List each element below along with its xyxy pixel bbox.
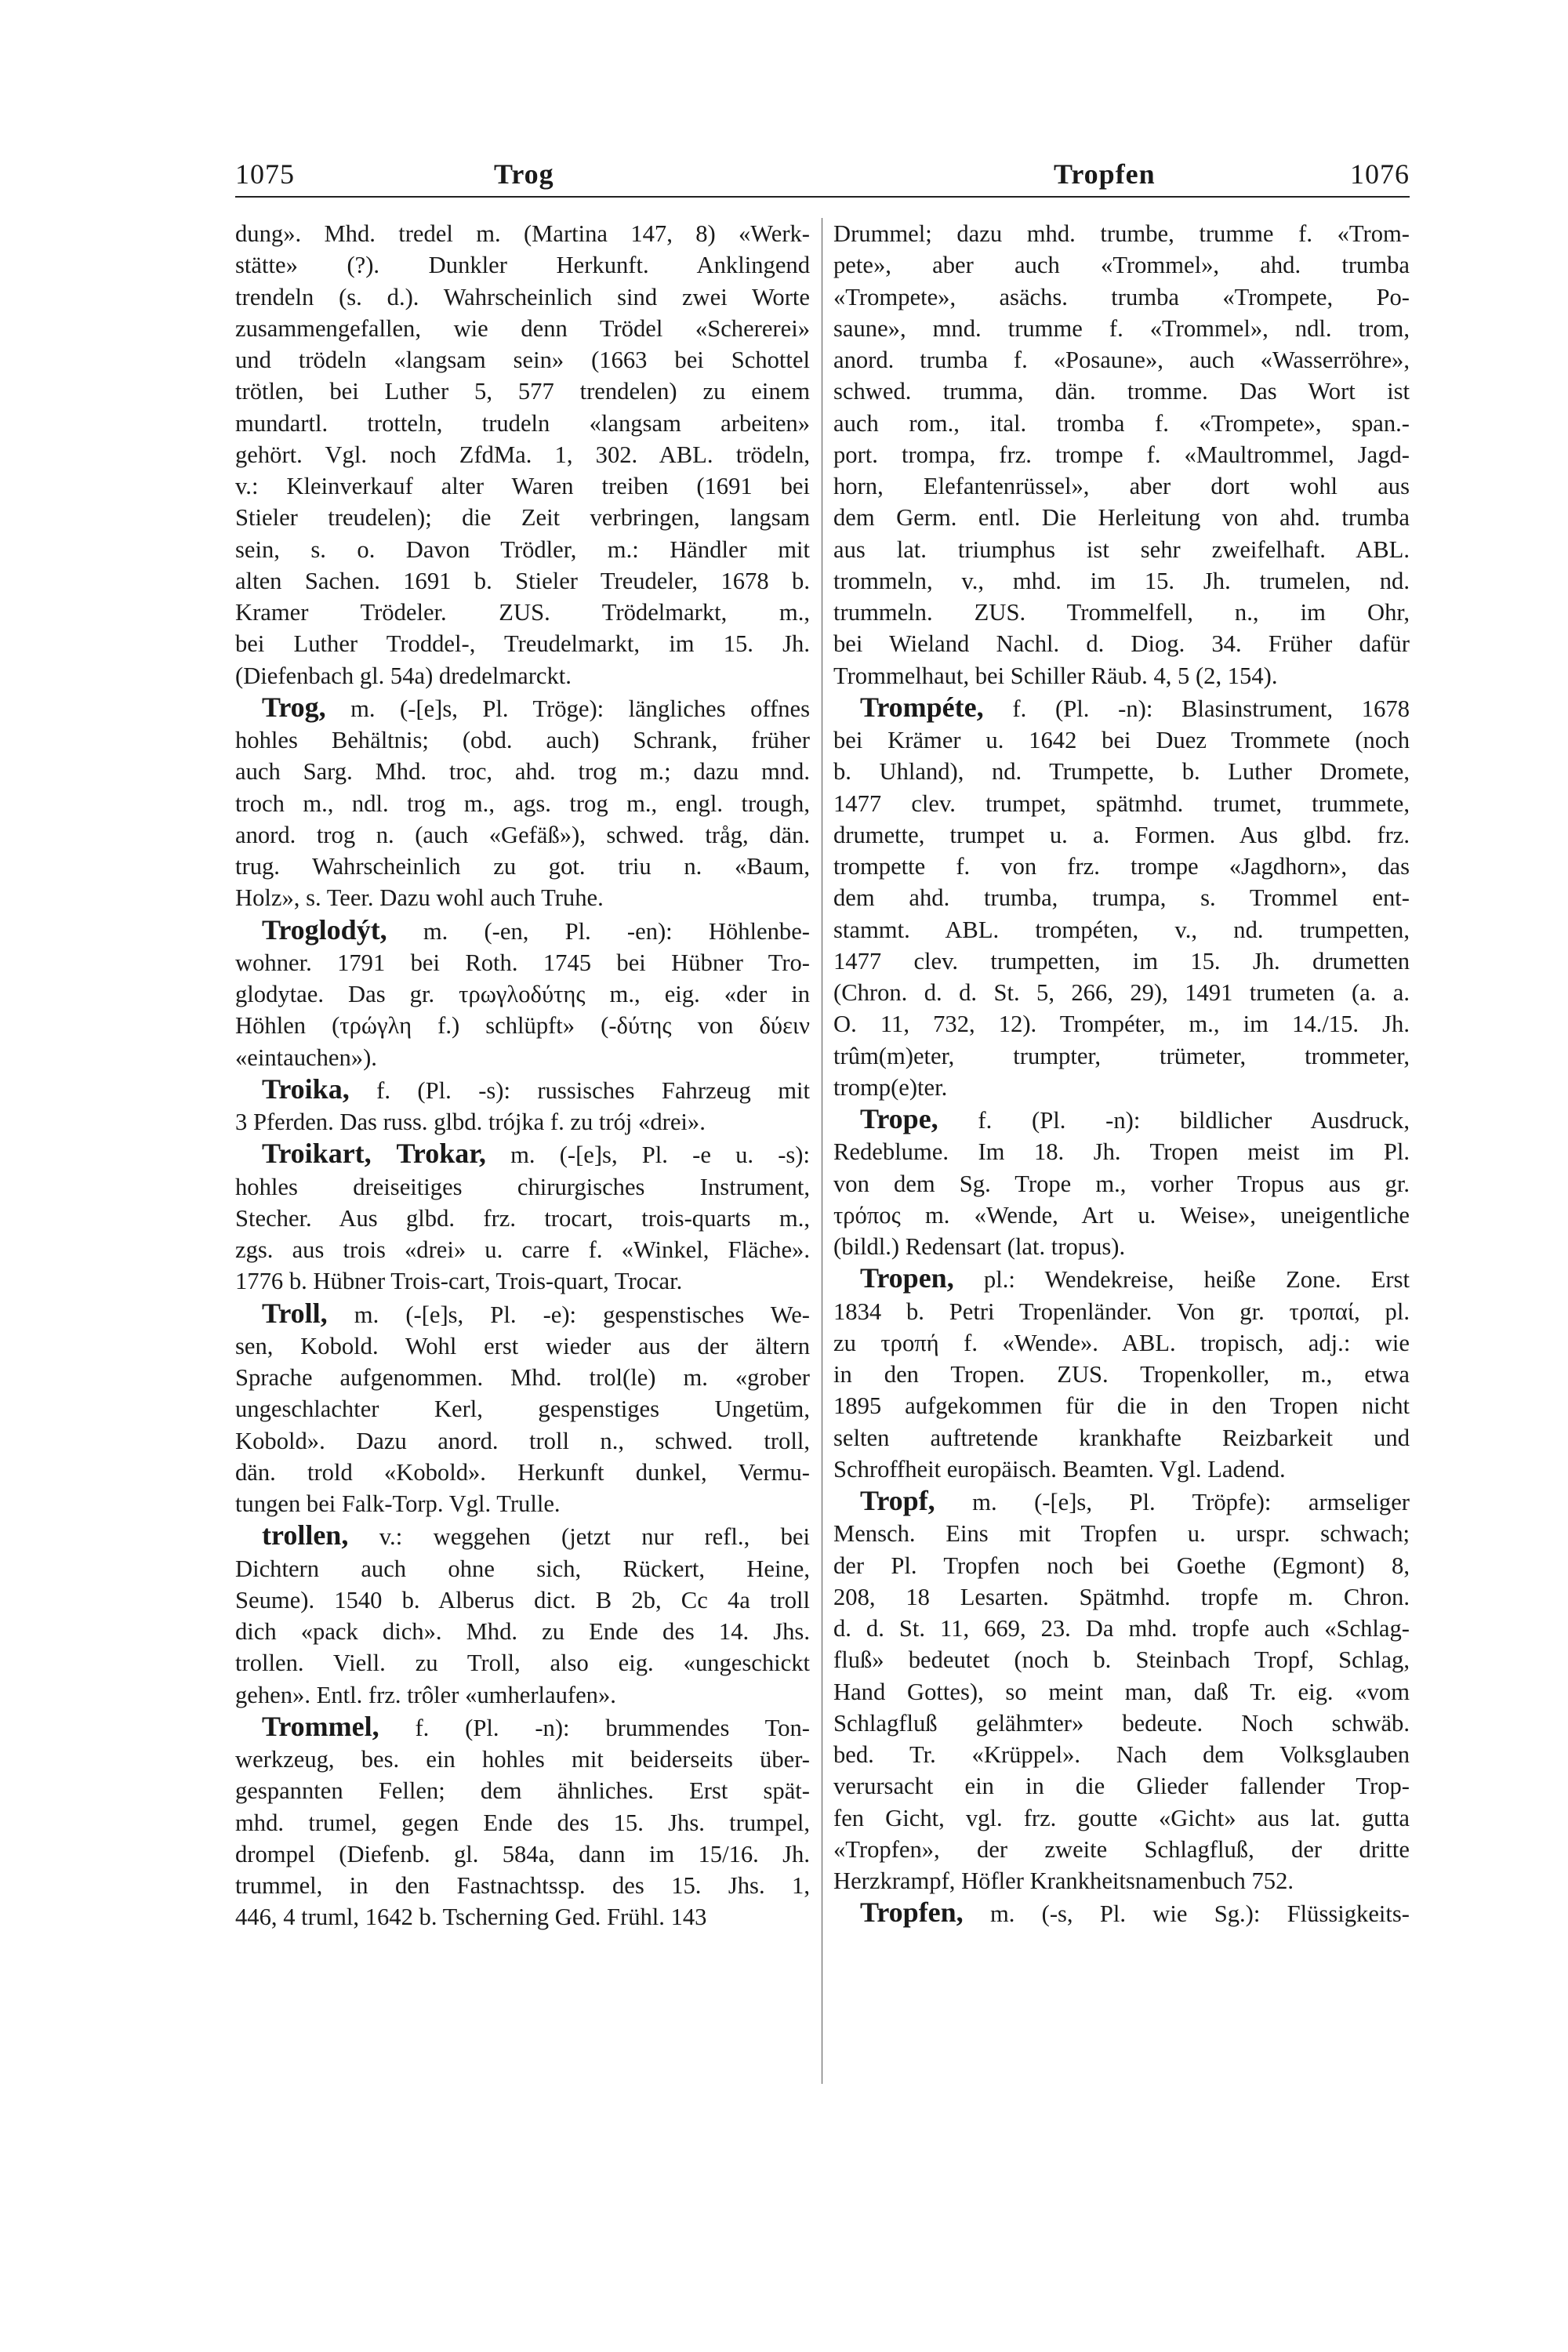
text-line [235,1393,810,1425]
line-text: b. Uhland), nd. Trumpette, b. Luther Dromete, [833,758,1410,786]
text-line [833,1454,1410,1485]
text-line [833,439,1410,470]
line-text: dem ahd. trumba, trumpa, s. Trommel ent- [833,884,1410,912]
text-line [833,914,1410,946]
line-text: und trödeln «langsam sein» (1663 bei Schottel [235,347,810,373]
text-line [833,502,1410,533]
text-line [235,1203,810,1234]
line-text: Dichtern auch ohne sich, Rückert, Heine, [235,1555,810,1582]
text-line [235,1775,810,1806]
text-line [235,1519,810,1552]
text-line [235,1870,810,1901]
line-text: «Tropfen», der zweite Schlagfluß, der dritte [833,1835,1410,1863]
line-text: 1834 b. Petri Tropenländer. Von gr. τροπαί, pl. [833,1298,1410,1325]
text-line [235,1457,810,1488]
text-line [833,1231,1410,1262]
text-line [235,1138,810,1171]
line-text: pete», aber auch «Trommel», ahd. trumba [833,252,1410,279]
text-line [833,1834,1410,1865]
text-line [235,1042,810,1073]
text-line [833,788,1410,819]
line-text: Schlagfluß gelähmter» bedeute. Noch schwäb. [833,1709,1410,1737]
text-line [833,851,1410,882]
line-text: saune», mnd. trumme f. «Trommel», ndl. trom, [833,314,1410,342]
text-line [235,978,810,1010]
line-text: Kramer Trödeler. ZUS. Trödelmarkt, m., [235,599,810,626]
line-text: stätte» (?). Dunkler Herkunft. Anklingend [235,252,810,279]
text-line [833,1865,1410,1896]
text-line [235,1711,810,1744]
entry-headword: Tropen, [860,1262,954,1294]
text-line [833,1896,1410,1929]
text-line [235,756,810,787]
text-line [235,502,810,533]
entry-headword: Trompéte, [860,691,984,723]
text-line [235,947,810,978]
line-text: trötlen, bei Luther 5, 577 trendelen) zu einem [235,378,810,405]
text-line [235,249,810,281]
line-text: anord. trumba f. «Posaune», auch «Wasserröhre», [833,347,1410,373]
line-text: Sprache aufgenommen. Mhd. trol(le) m. «grober [235,1364,810,1391]
text-line [235,1010,810,1041]
text-line [833,724,1410,756]
line-text: Drummel; dazu mhd. trumbe, trumme f. «Trom- [833,220,1410,247]
line-text: Schroffheit europäisch. Beamten. Vgl. Ladend. [833,1455,1286,1483]
line-text: fen Gicht, vgl. frz. goutte «Gicht» aus lat. gutta [833,1804,1410,1831]
text-line [235,1265,810,1297]
line-text: dem Germ. entl. Die Herleitung von ahd. trumba [833,504,1410,532]
text-line [833,1581,1410,1613]
text-line [833,1739,1410,1770]
text-line [833,1676,1410,1708]
line-text: Herzkrampf, Höfler Krankheitsnamenbuch 752. [833,1867,1294,1894]
text-line [235,344,810,376]
text-line [833,1802,1410,1834]
line-text: pl.: Wendekreise, heiße Zone. Erst [953,1266,1410,1294]
text-line [235,597,810,628]
text-line [235,1616,810,1647]
text-line [833,1296,1410,1327]
line-text: Stecher. Aus glbd. frz. trocart, trois-quarts m., [235,1204,810,1232]
entry-headword: Tropf, [860,1485,935,1516]
text-line [235,724,810,756]
text-line [235,691,810,724]
line-text: «Trompete», asächs. trumba «Trompete, Po- [833,283,1410,310]
line-text: trompette f. von frz. trompe «Jagdhorn», das [833,853,1410,880]
line-text: 208, 18 Lesarten. Spätmhd. tropfe m. Chron. [833,1583,1410,1610]
text-line [833,1327,1410,1359]
line-text: fluß» bedeutet (noch b. Steinbach Tropf, Schlag, [833,1646,1410,1674]
line-text: O. 11, 732, 12). Trompéter, m., im 14./15. Jh. [833,1011,1410,1038]
text-line [235,534,810,565]
line-text: horn, Elefantenrüssel», aber dort wohl aus [833,473,1410,499]
text-line [833,218,1410,249]
entry-headword: Trog, [262,691,326,723]
text-line [833,534,1410,565]
text-line [235,914,810,947]
text-line [833,408,1410,439]
text-line [833,313,1410,344]
line-text: trommeln, v., mhd. im 15. Jh. trumelen, nd. [833,567,1410,594]
left-column [235,218,810,1933]
text-line [833,882,1410,913]
line-text: 3 Pferden. Das russ. glbd. trójka f. zu trój «drei». [235,1109,706,1135]
text-line [833,660,1410,691]
line-text: trendeln (s. d.). Wahrscheinlich sind zwei Worte [235,283,810,310]
text-line [833,470,1410,502]
line-text: Mensch. Eins mit Tropfen u. urspr. schwach; [833,1520,1410,1548]
text-line [833,628,1410,659]
line-text: mundartl. trotteln, trudeln «langsam arbeiten» [235,409,810,437]
text-line [833,1770,1410,1802]
text-line [833,1040,1410,1072]
text-line [833,1168,1410,1200]
line-text: dän. trold «Kobold». Herkunft dunkel, Vermu- [235,1458,810,1486]
line-text: m. (-[e]s, Pl. -e u. -s): [485,1142,810,1169]
text-line [235,1647,810,1679]
text-line [833,1708,1410,1739]
text-line [833,819,1410,851]
text-line [235,1362,810,1393]
line-text: zusammengefallen, wie denn Trödel «Schererei» [235,314,810,342]
line-text: stammt. ABL. trompéten, v., nd. trumpetten, [833,916,1410,943]
line-text: (Diefenbach gl. 54a) dredelmarckt. [235,662,572,689]
line-text: m. (-[e]s, Pl. -e): gespenstisches We- [327,1301,810,1328]
text-line [833,1136,1410,1167]
text-line [833,249,1410,281]
line-text: bed. Tr. «Krüppel». Nach dem Volksglauben [833,1741,1410,1768]
text-line [235,218,810,249]
line-text: Stieler treudelen); die Zeit verbringen, langsam [235,504,810,532]
line-text: «eintauchen»). [235,1044,377,1071]
line-text: werkzeug, bes. ein hohles mit beiderseits über- [235,1746,810,1773]
text-line [235,376,810,407]
text-line [833,1644,1410,1675]
line-text: ungeschlachter Kerl, gespenstiges Ungetüm, [235,1396,810,1423]
line-text: m. (-[e]s, Pl. Tröge): längliches offnes [325,695,810,722]
entry-headword: Troikart, Trokar, [262,1138,486,1170]
entry-headword: Trommel, [262,1710,379,1742]
text-line [235,819,810,851]
line-text: (Chron. d. d. St. 5, 266, 29), 1491 trumeten (a. a. [833,979,1410,1006]
line-text: dung». Mhd. tredel m. (Martina 147, 8) «Werk- [235,220,810,247]
text-line [235,1807,810,1838]
line-text: Hand Gottes), so meint man, daß Tr. eig. «vom [833,1678,1410,1705]
line-text: gehen». Entl. frz. trôler «umherlaufen». [235,1681,616,1708]
right-headword: Tropfen [1054,158,1156,190]
left-headword: Trog [494,158,554,190]
entry-headword: Troika, [262,1073,350,1105]
line-text: auch rom., ital. tromba f. «Trompete», span.- [833,409,1410,437]
line-text: trûm(m)eter, trumpter, trümeter, trommeter, [833,1042,1410,1069]
line-text: Höhlen (τρώγλη f.) schlüpft» (-δύτης von δύειν [235,1012,810,1040]
running-head [235,154,1410,194]
text-line [235,1744,810,1775]
text-line [235,1171,810,1203]
line-text: Holz», s. Teer. Dazu wohl auch Truhe. [235,884,604,912]
line-text: dich «pack dich». Mhd. zu Ende des 14. Jhs. [235,1618,810,1645]
line-text: von dem Sg. Trope m., vorher Tropus aus gr. [833,1170,1410,1197]
line-text: bei Luther Troddel-, Treudelmarkt, im 15. Jh. [235,630,810,658]
text-line [235,660,810,691]
line-text: in den Tropen. ZUS. Tropenkoller, m., etwa [833,1361,1410,1388]
text-line [235,1488,810,1519]
text-line [833,1390,1410,1421]
text-line [833,344,1410,376]
text-line [833,565,1410,597]
text-line [833,1518,1410,1549]
line-text: zu τροπή f. «Wende». ABL. tropisch, adj.: wie [833,1329,1410,1356]
text-line [833,1200,1410,1231]
text-line [235,1425,810,1457]
line-text: d. d. St. 11, 669, 23. Da mhd. tropfe auch «Schlag- [833,1615,1410,1642]
text-line [235,882,810,913]
text-line [235,281,810,313]
line-text: v.: Kleinverkauf alter Waren treiben (1691 bei [235,473,810,499]
line-text: f. (Pl. -s): russisches Fahrzeug mit [349,1076,810,1104]
text-line [833,977,1410,1008]
text-line [833,1103,1410,1136]
text-line [235,1901,810,1933]
text-line [235,851,810,882]
line-text: Seume). 1540 b. Alberus dict. B 2b, Cc 4a troll [235,1586,810,1613]
text-line [235,1106,810,1138]
line-text: trummel, in den Fastnachtssp. des 15. Jhs. 1, [235,1872,810,1899]
line-text: 1895 aufgekommen für die in den Tropen nicht [833,1392,1410,1420]
text-line [833,1359,1410,1390]
text-line [833,1262,1410,1295]
line-text: selten auftretende krankhafte Reizbarkeit und [833,1424,1410,1451]
text-line [235,1073,810,1106]
line-text: trug. Wahrscheinlich zu got. triu n. «Baum, [235,853,810,880]
text-line [235,565,810,597]
line-text: port. trompa, frz. trompe f. «Maultrommel, Jagd- [833,441,1410,468]
text-line [235,313,810,344]
line-text: drumette, trumpet u. a. Formen. Aus glbd. frz. [833,821,1410,848]
text-line [235,408,810,439]
text-line [235,1553,810,1584]
line-text: gehört. Vgl. noch ZfdMa. 1, 302. ABL. trödeln, [235,441,810,468]
text-line [833,376,1410,407]
entry-headword: trollen, [262,1519,349,1552]
line-text: troch m., ndl. trog m., ags. trog m., engl. trough, [235,789,810,817]
text-line [235,1330,810,1362]
left-page-number: 1075 [235,158,295,190]
line-text: sen, Kobold. Wohl erst wieder aus der ältern [235,1332,810,1359]
right-column [833,218,1410,1930]
text-line [833,1550,1410,1581]
text-line [235,788,810,819]
line-text: gespannten Fellen; dem ähnliches. Erst spät- [235,1777,810,1805]
text-line [235,1584,810,1616]
line-text: Kobold». Dazu anord. troll n., schwed. troll, [235,1427,810,1454]
header-rule [235,196,1410,198]
line-text: 1477 clev. trumpet, spätmhd. trumet, trummete, [833,789,1410,817]
line-text: 446, 4 truml, 1642 b. Tscherning Ged. Frühl. 143 [235,1904,707,1931]
text-line [833,1072,1410,1103]
line-text: auch Sarg. Mhd. troc, ahd. trog m.; dazu mnd. [235,758,810,786]
line-text: tungen bei Falk-Torp. Vgl. Trulle. [235,1490,561,1517]
line-text: tromp(e)ter. [833,1073,948,1101]
entry-headword: Troglodýt, [262,913,387,946]
line-text: schwed. trumma, dän. tromme. Das Wort ist [833,378,1410,405]
text-line [235,1298,810,1330]
line-text: f. (Pl. -n): Blasinstrument, 1678 [983,695,1410,722]
line-text: bei Wieland Nachl. d. Diog. 34. Früher dafür [833,630,1410,658]
line-text: Trommelhaut, bei Schiller Räub. 4, 5 (2, 154). [833,662,1278,689]
line-text: sein, s. o. Davon Trödler, m.: Händler mit [235,535,810,563]
text-line [833,1422,1410,1454]
entry-headword: Troll, [262,1297,328,1329]
text-line [833,946,1410,977]
line-text: τρόπος m. «Wende, Art u. Weise», uneigentliche [833,1201,1410,1229]
text-line [833,281,1410,313]
line-text: m. (-en, Pl. -en): Höhlenbe- [387,917,810,945]
line-text: anord. trog n. (auch «Gefäß»), schwed. tråg, dän. [235,821,810,848]
line-text: trollen. Viell. zu Troll, also eig. «ungeschickt [235,1650,810,1677]
line-text: bei Krämer u. 1642 bei Duez Trommete (noch [833,727,1410,753]
line-text: 1477 clev. trumpetten, im 15. Jh. drumetten [833,947,1410,975]
line-text: mhd. trumel, gegen Ende des 15. Jhs. trumpel, [235,1809,810,1836]
text-line [235,1679,810,1711]
text-line [235,470,810,502]
entry-headword: Tropfen, [860,1896,964,1929]
line-text: glodytae. Das gr. τρωγλοδύτης m., eig. «der in [235,981,810,1007]
line-text: alten Sachen. 1691 b. Stieler Treudeler, 1678 b. [235,567,810,594]
line-text: verursacht ein in die Glieder fallender Trop- [833,1773,1410,1800]
text-line [833,1008,1410,1040]
line-text: f. (Pl. -n): brummendes Ton- [379,1714,810,1741]
line-text: (bildl.) Redensart (lat. tropus). [833,1233,1126,1260]
line-text: wohner. 1791 bei Roth. 1745 bei Hübner Tro- [235,949,810,976]
line-text: m. (-s, Pl. wie Sg.): Flüssigkeits- [963,1900,1410,1928]
line-text: 1776 b. Hübner Trois-cart, Trois-quart, Trocar. [235,1268,683,1295]
line-text: zgs. aus trois «drei» u. carre f. «Winkel, Fläche». [235,1236,810,1263]
text-line [235,1838,810,1870]
line-text: v.: weggehen (jetzt nur refl., bei [348,1523,810,1551]
text-line [833,1613,1410,1644]
entry-headword: Trope, [860,1103,938,1134]
line-text: m. (-[e]s, Pl. Tröpfe): armseliger [935,1489,1410,1515]
text-line [235,439,810,470]
text-line [235,628,810,659]
text-line [833,691,1410,724]
line-text: Redeblume. Im 18. Jh. Tropen meist im Pl. [833,1138,1410,1166]
line-text: drompel (Diefenb. gl. 584a, dann im 15/16. Jh. [235,1840,810,1867]
line-text: aus lat. triumphus ist sehr zweifelhaft. ABL. [833,535,1410,563]
line-text: hohles Behältnis; (obd. auch) Schrank, früher [235,727,810,753]
line-text: trummeln. ZUS. Trommelfell, n., im Ohr, [833,599,1410,626]
right-page-number: 1076 [1350,158,1410,190]
line-text: der Pl. Tropfen noch bei Goethe (Egmont) 8, [833,1552,1410,1579]
line-text: f. (Pl. -n): bildlicher Ausdruck, [938,1107,1410,1134]
text-line [833,1485,1410,1518]
line-text: hohles dreiseitiges chirurgisches Instrument, [235,1173,810,1200]
text-line [235,1234,810,1265]
text-line [833,597,1410,628]
text-line [833,756,1410,787]
